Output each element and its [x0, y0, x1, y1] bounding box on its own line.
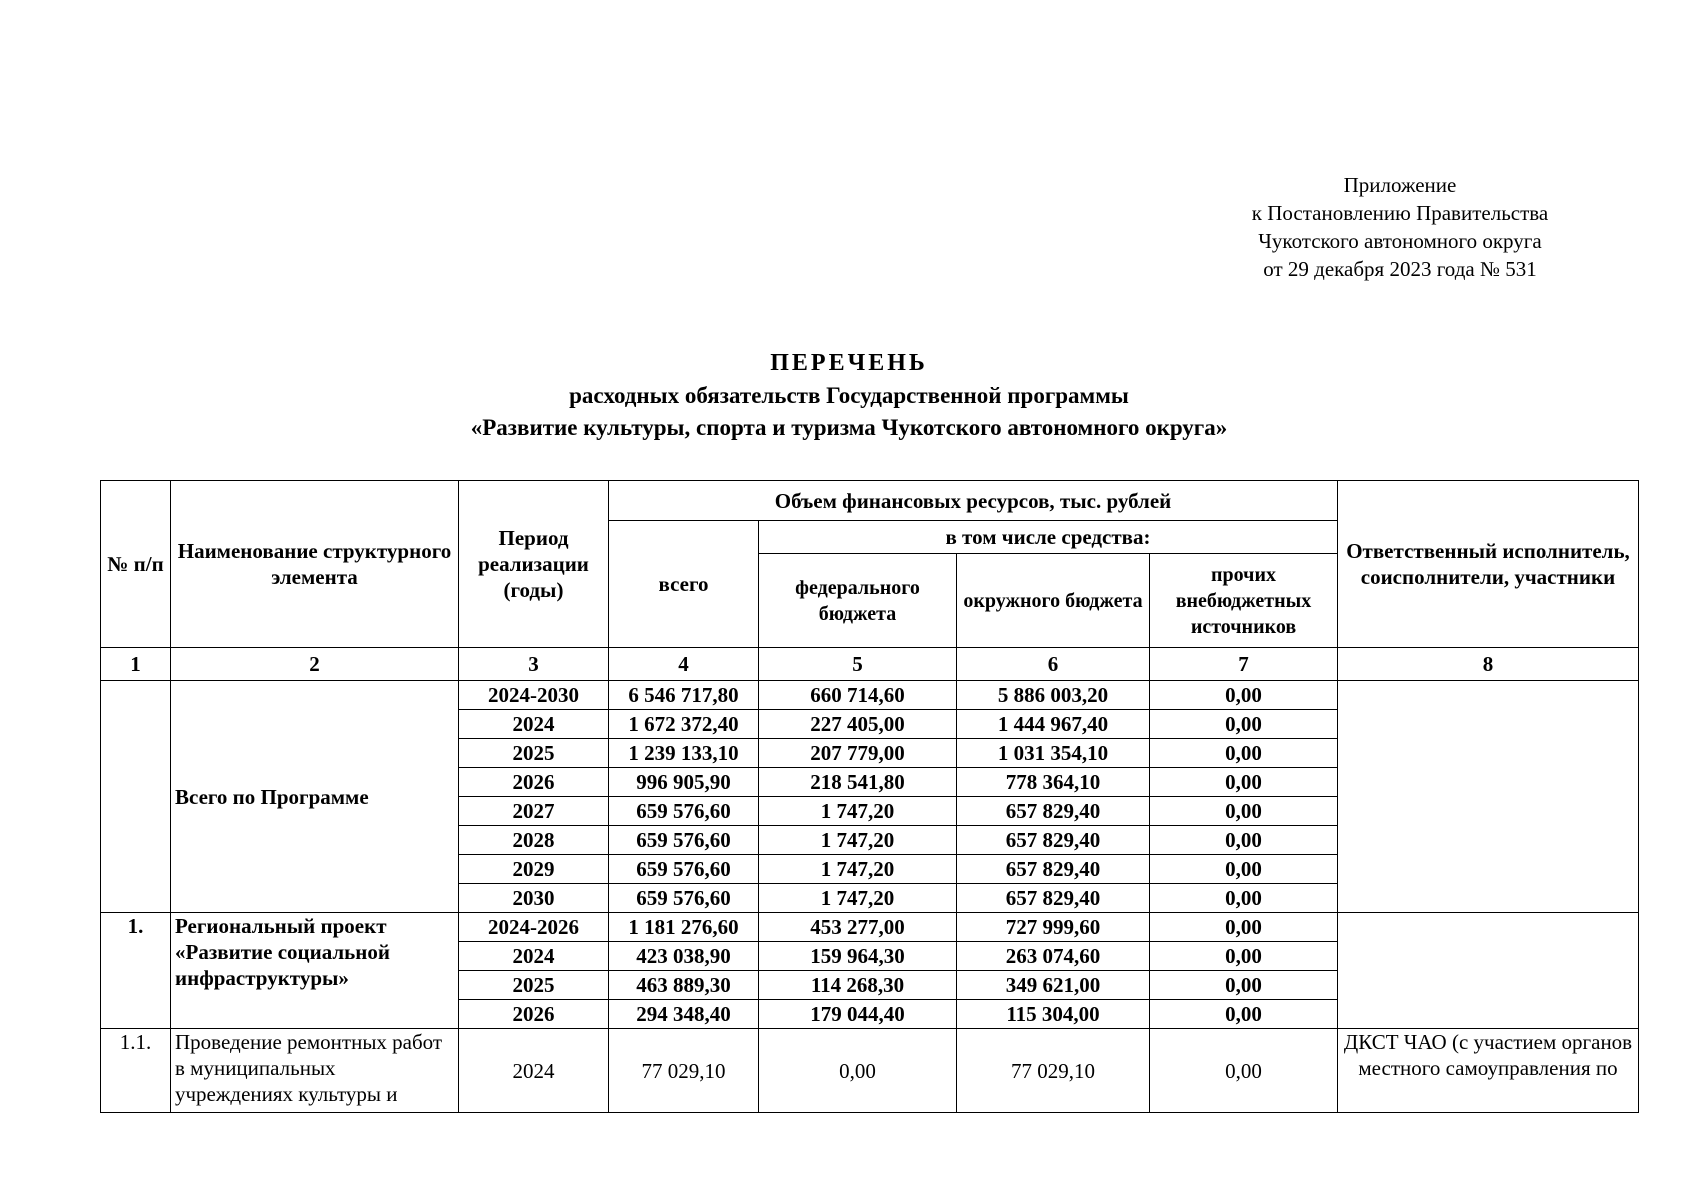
program-total-label: Всего по Программе — [171, 681, 459, 913]
federal-cell: 1 747,20 — [759, 855, 957, 884]
other-cell: 0,00 — [1150, 739, 1338, 768]
other-cell: 0,00 — [1150, 768, 1338, 797]
total-cell: 659 576,60 — [609, 855, 759, 884]
col-number: 6 — [957, 648, 1150, 681]
col-number: 4 — [609, 648, 759, 681]
item-responsible: ДКСТ ЧАО (с участием органов местного самоуправления по — [1338, 1029, 1639, 1113]
total-cell: 463 889,30 — [609, 971, 759, 1000]
header-district: окружного бюджета — [957, 554, 1150, 648]
district-cell: 1 444 967,40 — [957, 710, 1150, 739]
appendix-block — [1190, 171, 1610, 283]
col-number: 3 — [459, 648, 609, 681]
period-cell: 2027 — [459, 797, 609, 826]
item-name: Проведение ремонтных работ в муниципальных учреждениях культуры и — [171, 1029, 459, 1113]
total-cell: 659 576,60 — [609, 797, 759, 826]
other-cell: 0,00 — [1150, 942, 1338, 971]
total-cell: 423 038,90 — [609, 942, 759, 971]
column-number-row — [101, 648, 1639, 681]
federal-cell: 1 747,20 — [759, 826, 957, 855]
period-cell: 2026 — [459, 768, 609, 797]
district-cell: 727 999,60 — [957, 913, 1150, 942]
district-cell: 657 829,40 — [957, 797, 1150, 826]
col-number: 2 — [171, 648, 459, 681]
other-cell: 0,00 — [1150, 913, 1338, 942]
period-cell: 2024 — [459, 1029, 609, 1113]
other-cell: 0,00 — [1150, 710, 1338, 739]
period-cell: 2024-2026 — [459, 913, 609, 942]
other-cell: 0,00 — [1150, 971, 1338, 1000]
district-cell: 778 364,10 — [957, 768, 1150, 797]
total-cell: 1 672 372,40 — [609, 710, 759, 739]
period-cell: 2028 — [459, 826, 609, 855]
total-cell: 6 546 717,80 — [609, 681, 759, 710]
header-total: всего — [609, 521, 759, 648]
header-including: в том числе средства: — [759, 521, 1338, 554]
district-cell: 5 886 003,20 — [957, 681, 1150, 710]
period-cell: 2024 — [459, 710, 609, 739]
section-responsible-cell — [1338, 913, 1639, 1029]
federal-cell: 660 714,60 — [759, 681, 957, 710]
program-num-cell — [101, 681, 171, 913]
total-cell: 1 239 133,10 — [609, 739, 759, 768]
federal-cell: 1 747,20 — [759, 797, 957, 826]
federal-cell: 227 405,00 — [759, 710, 957, 739]
federal-cell: 1 747,20 — [759, 884, 957, 913]
total-cell: 77 029,10 — [609, 1029, 759, 1113]
header-other: прочих внебюджетных источников — [1150, 554, 1338, 648]
other-cell: 0,00 — [1150, 1000, 1338, 1029]
period-cell: 2026 — [459, 1000, 609, 1029]
col-number: 8 — [1338, 648, 1639, 681]
appendix-line-2: к Постановлению Правительства — [1251, 201, 1549, 225]
total-cell: 659 576,60 — [609, 884, 759, 913]
federal-cell: 179 044,40 — [759, 1000, 957, 1029]
federal-cell: 218 541,80 — [759, 768, 957, 797]
period-cell: 2025 — [459, 739, 609, 768]
federal-cell: 207 779,00 — [759, 739, 957, 768]
table-row — [101, 681, 1639, 710]
col-number: 1 — [101, 648, 171, 681]
district-cell: 657 829,40 — [957, 855, 1150, 884]
col-number: 7 — [1150, 648, 1338, 681]
federal-cell: 159 964,30 — [759, 942, 957, 971]
district-cell: 115 304,00 — [957, 1000, 1150, 1029]
period-cell: 2025 — [459, 971, 609, 1000]
header-responsible: Ответственный исполнитель, соисполнители, участники — [1338, 481, 1639, 648]
federal-cell: 0,00 — [759, 1029, 957, 1113]
table-row — [101, 1029, 1639, 1113]
period-cell: 2030 — [459, 884, 609, 913]
header-federal: федерального бюджета — [759, 554, 957, 648]
appendix-line-1: Приложение — [1343, 173, 1457, 197]
other-cell: 0,00 — [1150, 797, 1338, 826]
section-label: Региональный проект «Развитие социальной инфраструктуры» — [171, 913, 459, 1029]
total-cell: 659 576,60 — [609, 826, 759, 855]
header-volume: Объем финансовых ресурсов, тыс. рублей — [609, 481, 1338, 521]
federal-cell: 453 277,00 — [759, 913, 957, 942]
table-row — [101, 913, 1639, 942]
period-cell: 2029 — [459, 855, 609, 884]
total-cell: 294 348,40 — [609, 1000, 759, 1029]
appendix-line-3: Чукотского автономного округа — [1258, 229, 1542, 253]
header-name: Наименование структурного элемента — [171, 481, 459, 648]
district-cell: 349 621,00 — [957, 971, 1150, 1000]
district-cell: 1 031 354,10 — [957, 739, 1150, 768]
title-main: ПЕРЕЧЕНЬ — [770, 350, 928, 376]
district-cell: 657 829,40 — [957, 884, 1150, 913]
district-cell: 263 074,60 — [957, 942, 1150, 971]
other-cell: 0,00 — [1150, 681, 1338, 710]
document-title — [0, 346, 1698, 444]
col-number: 5 — [759, 648, 957, 681]
item-num: 1.1. — [101, 1029, 171, 1113]
header-period: Период реализации (годы) — [459, 481, 609, 648]
other-cell: 0,00 — [1150, 1029, 1338, 1113]
expenditure-table — [100, 480, 1639, 1113]
total-cell: 1 181 276,60 — [609, 913, 759, 942]
appendix-line-4: от 29 декабря 2023 года № 531 — [1263, 257, 1537, 281]
header-num: № п/п — [101, 481, 171, 648]
title-sub-2: «Развитие культуры, спорта и туризма Чукотского автономного округа» — [470, 415, 1228, 440]
section-num: 1. — [101, 913, 171, 1029]
federal-cell: 114 268,30 — [759, 971, 957, 1000]
district-cell: 657 829,40 — [957, 826, 1150, 855]
other-cell: 0,00 — [1150, 884, 1338, 913]
period-cell: 2024 — [459, 942, 609, 971]
program-responsible-cell — [1338, 681, 1639, 913]
other-cell: 0,00 — [1150, 826, 1338, 855]
other-cell: 0,00 — [1150, 855, 1338, 884]
district-cell: 77 029,10 — [957, 1029, 1150, 1113]
title-sub-1: расходных обязательств Государственной программы — [569, 383, 1129, 408]
period-cell: 2024-2030 — [459, 681, 609, 710]
total-cell: 996 905,90 — [609, 768, 759, 797]
